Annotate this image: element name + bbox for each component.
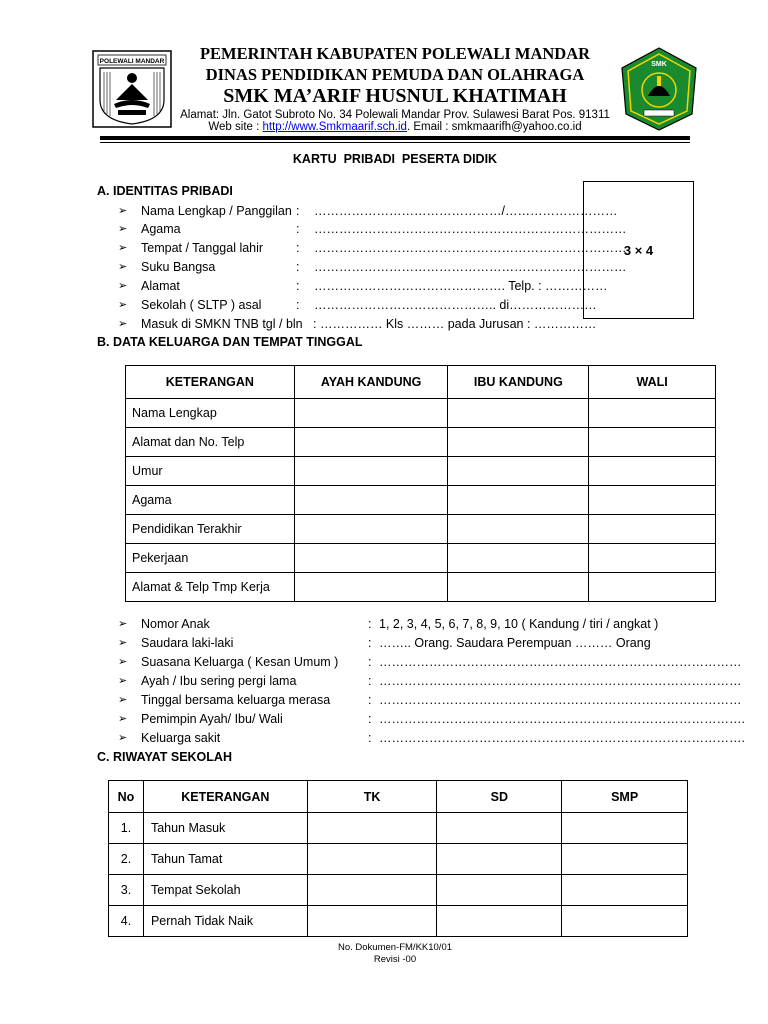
header-divider-thin: [100, 142, 690, 143]
smp-cell[interactable]: [562, 875, 688, 906]
row-label: Alamat dan No. Telp: [126, 428, 295, 457]
father-cell[interactable]: [294, 515, 448, 544]
header-contact: [170, 121, 620, 133]
row-label: Pekerjaan: [126, 544, 295, 573]
field-label: Nama Lengkap / Panggilan: [141, 204, 292, 218]
guardian-cell[interactable]: [589, 428, 716, 457]
row-label: Pernah Tidak Naik: [143, 906, 307, 937]
tk-cell[interactable]: [307, 906, 437, 937]
father-cell[interactable]: [294, 428, 448, 457]
row-label: Agama: [126, 486, 295, 515]
table-row: [126, 515, 716, 544]
field-blank[interactable]: ……………………………………………………………………………: [379, 693, 742, 707]
school-history-table: [108, 780, 688, 937]
email-text: . Email : smkmaarifh@yahoo.co.id: [406, 121, 582, 133]
mother-cell[interactable]: [448, 428, 589, 457]
arrow-bullet-icon: ➢: [118, 223, 128, 235]
column-header: IBU KANDUNG: [448, 366, 589, 399]
tk-cell[interactable]: [307, 813, 437, 844]
mother-cell[interactable]: [448, 399, 589, 428]
sd-cell[interactable]: [437, 906, 562, 937]
field-blank[interactable]: ………………………………………/………………………: [314, 204, 618, 218]
svg-text:POLEWALI MANDAR: POLEWALI MANDAR: [99, 58, 165, 65]
row-number: 1.: [109, 813, 144, 844]
arrow-bullet-icon: ➢: [118, 318, 128, 330]
row-number: 3.: [109, 875, 144, 906]
website-link[interactable]: http://www.Smkmaarif.sch.id: [262, 121, 407, 133]
field-blank[interactable]: …………………………………………………………………: [314, 241, 627, 255]
row-label: Tahun Masuk: [143, 813, 307, 844]
field-label: Masuk di SMKN TNB tgl / bln: [141, 317, 303, 331]
table-row: [109, 813, 688, 844]
table-row: [109, 906, 688, 937]
field-label: Alamat: [141, 279, 180, 293]
sd-cell[interactable]: [437, 813, 562, 844]
field-colon: :: [296, 279, 300, 293]
tk-cell[interactable]: [307, 875, 437, 906]
field-colon: :: [368, 636, 372, 650]
table-header-row: [109, 781, 688, 813]
section-c-heading: C. RIWAYAT SEKOLAH: [97, 750, 232, 764]
field-blank[interactable]: …………………………………………………………………: [314, 222, 627, 236]
field-colon: :: [296, 298, 300, 312]
document-revision: Revisi -00: [373, 954, 417, 965]
row-number: 4.: [109, 906, 144, 937]
column-header: No: [109, 781, 144, 813]
father-cell[interactable]: [294, 544, 448, 573]
document-title: KARTU PRIBADI PESERTA DIDIK: [292, 152, 498, 166]
header-government-line: PEMERINTAH KABUPATEN POLEWALI MANDAR: [199, 44, 591, 63]
field-colon: :: [368, 617, 372, 631]
smp-cell[interactable]: [562, 906, 688, 937]
mother-cell[interactable]: [448, 486, 589, 515]
arrow-bullet-icon: ➢: [118, 261, 128, 273]
field-colon: :: [368, 655, 372, 669]
mother-cell[interactable]: [448, 573, 589, 602]
section-b-heading: B. DATA KELUARGA DAN TEMPAT TINGGAL: [97, 335, 363, 349]
sd-cell[interactable]: [437, 844, 562, 875]
table-row: [126, 457, 716, 486]
arrow-bullet-icon: ➢: [118, 205, 128, 217]
arrow-bullet-icon: ➢: [118, 713, 128, 725]
guardian-cell[interactable]: [589, 457, 716, 486]
mother-cell[interactable]: [448, 515, 589, 544]
field-blank[interactable]: ……………………………………………………………………………: [379, 674, 742, 688]
field-label: Sekolah ( SLTP ) asal: [141, 298, 262, 312]
field-label: Agama: [141, 222, 181, 236]
field-label: Saudara laki-laki: [141, 636, 234, 650]
photo-size-label: 3 × 4: [623, 242, 654, 258]
row-label: Alamat & Telp Tmp Kerja: [126, 573, 295, 602]
field-colon: :: [368, 712, 372, 726]
arrow-bullet-icon: ➢: [118, 280, 128, 292]
father-cell[interactable]: [294, 399, 448, 428]
field-blank[interactable]: ………………………………………. Telp. : ……………: [314, 279, 608, 293]
mother-cell[interactable]: [448, 544, 589, 573]
field-blank[interactable]: …………………………………………………………………………….: [379, 712, 745, 726]
field-label: Suasana Keluarga ( Kesan Umum ): [141, 655, 339, 669]
table-row: [126, 428, 716, 457]
arrow-bullet-icon: ➢: [118, 694, 128, 706]
arrow-bullet-icon: ➢: [118, 675, 128, 687]
header-address: Alamat: Jln. Gatot Subroto No. 34 Polewali Mandar Prov. Sulawesi Barat Pos. 91311: [180, 109, 610, 121]
family-data-table: [125, 365, 716, 602]
field-label: Nomor Anak: [141, 617, 210, 631]
table-row: [109, 875, 688, 906]
field-blank[interactable]: …………………………………….. di…………………: [314, 298, 597, 312]
document-number: No. Dokumen-FM/KK10/01: [337, 942, 453, 953]
section-a-heading: A. IDENTITAS PRIBADI: [97, 184, 233, 198]
field-label: Suku Bangsa: [141, 260, 216, 274]
row-label: Pendidikan Terakhir: [126, 515, 295, 544]
column-header: KETERANGAN: [126, 366, 295, 399]
field-label: Ayah / Ibu sering pergi lama: [141, 674, 297, 688]
column-header: TK: [307, 781, 437, 813]
arrow-bullet-icon: ➢: [118, 637, 128, 649]
field-label: Keluarga sakit: [141, 731, 221, 745]
header-school-name: SMK MA’ARIF HUSNUL KHATIMAH: [223, 85, 567, 107]
field-blank[interactable]: ……………………………………………………………………………: [379, 655, 742, 669]
table-row: [126, 573, 716, 602]
row-label: Tempat Sekolah: [143, 875, 307, 906]
field-blank[interactable]: …………………………………………………………………………….: [379, 731, 745, 745]
father-cell[interactable]: [294, 573, 448, 602]
column-header: WALI: [589, 366, 716, 399]
father-cell[interactable]: [294, 457, 448, 486]
web-label: Web site :: [208, 121, 263, 133]
svg-text:SMK: SMK: [651, 61, 667, 68]
field-blank[interactable]: 1, 2, 3, 4, 5, 6, 7, 8, 9, 10 ( Kandung / tiri / angkat ): [379, 617, 659, 631]
table-row: [109, 844, 688, 875]
row-label: Tahun Tamat: [143, 844, 307, 875]
field-label: Pemimpin Ayah/ Ibu/ Wali: [141, 712, 283, 726]
header-divider-thick: [100, 136, 690, 140]
field-colon: :: [296, 241, 300, 255]
mother-cell[interactable]: [448, 457, 589, 486]
field-label: Tempat / Tanggal lahir: [141, 241, 264, 255]
guardian-cell[interactable]: [589, 573, 716, 602]
guardian-cell[interactable]: [589, 399, 716, 428]
field-colon: :: [296, 222, 300, 236]
father-cell[interactable]: [294, 486, 448, 515]
guardian-cell[interactable]: [589, 544, 716, 573]
regency-logo: [92, 50, 172, 128]
header-department-line: DINAS PENDIDIKAN PEMUDA DAN OLAHRAGA: [205, 65, 585, 84]
field-colon: :: [296, 204, 300, 218]
arrow-bullet-icon: ➢: [118, 299, 128, 311]
guardian-cell[interactable]: [589, 515, 716, 544]
row-number: 2.: [109, 844, 144, 875]
field-colon: :: [368, 674, 372, 688]
arrow-bullet-icon: ➢: [118, 242, 128, 254]
smp-cell[interactable]: [562, 844, 688, 875]
field-colon: :: [368, 731, 372, 745]
table-row: [126, 486, 716, 515]
table-row: [126, 399, 716, 428]
column-header: SMP: [562, 781, 688, 813]
smp-cell[interactable]: [562, 813, 688, 844]
field-blank[interactable]: …….. Orang. Saudara Perempuan ……… Orang: [379, 636, 651, 650]
tk-cell[interactable]: [307, 844, 437, 875]
sd-cell[interactable]: [437, 875, 562, 906]
arrow-bullet-icon: ➢: [118, 656, 128, 668]
arrow-bullet-icon: ➢: [118, 618, 128, 630]
row-label: Nama Lengkap: [126, 399, 295, 428]
field-blank[interactable]: : …………… Kls ……… pada Jurusan : ……………: [313, 317, 597, 331]
field-blank[interactable]: …………………………………………………………………: [314, 260, 627, 274]
column-header: AYAH KANDUNG: [294, 366, 448, 399]
school-logo: [618, 46, 700, 132]
table-row: [126, 544, 716, 573]
arrow-bullet-icon: ➢: [118, 732, 128, 744]
field-label: Tinggal bersama keluarga merasa: [141, 693, 331, 707]
field-colon: :: [296, 260, 300, 274]
guardian-cell[interactable]: [589, 486, 716, 515]
row-label: Umur: [126, 457, 295, 486]
table-header-row: [126, 366, 716, 399]
column-header: KETERANGAN: [143, 781, 307, 813]
field-colon: :: [368, 693, 372, 707]
column-header: SD: [437, 781, 562, 813]
